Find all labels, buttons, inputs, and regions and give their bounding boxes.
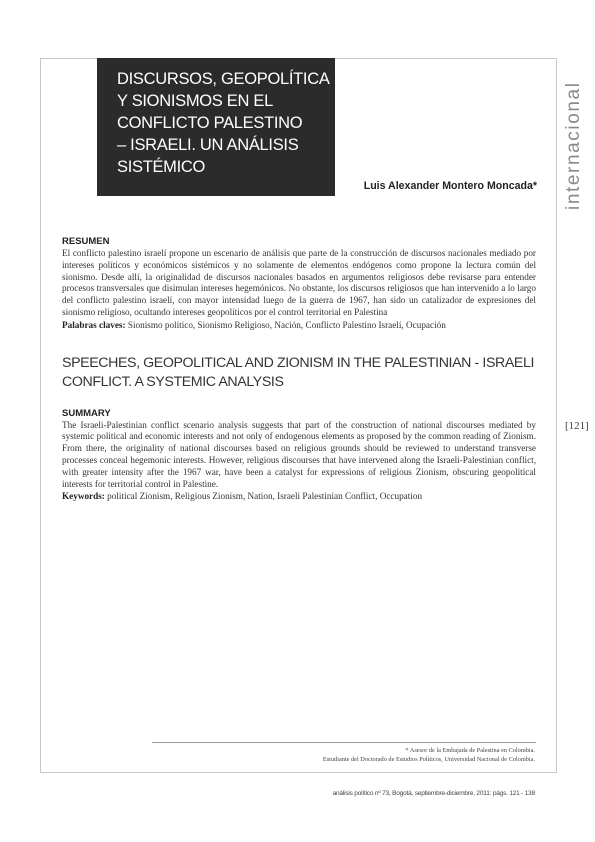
- article-title: [117, 68, 332, 178]
- resumen-text: El conflicto palestino israelí propone un escenario de análisis que parte de la construcción de discursos nacionales mediado por intereses políticos y económicos sistémicos y no solamente de elementos endógenos como propone la lectura común del sionismo. Desde allí, la originalidad de discursos nacionales basados en argumentos religiosos debe revisarse para entender procesos transversales que disimulan intereses hegemónicos. No obstante, los discursos religiosos que han intervenido a lo largo del conflicto palestino israelí, con mayor intensidad luego de la guerra de 1967, han sido un catalizador de expresiones del sionismo religioso, ocultando intereses geopolíticos por el control territorial en Palestina: [62, 248, 536, 317]
- resumen-keywords: [62, 320, 536, 332]
- english-title-line: SPEECHES, GEOPOLITICAL AND ZIONISM IN THE PALESTINIAN - ISRAELI: [62, 354, 535, 371]
- title-line: CONFLICTO PALESTINO: [117, 114, 303, 132]
- english-title-line: CONFLICT. A SYSTEMIC ANALYSIS: [62, 373, 284, 390]
- footnotes: [323, 746, 535, 764]
- frame-top-rule-left: [40, 58, 97, 59]
- keywords-label: Keywords:: [62, 491, 105, 502]
- summary-keywords: [62, 491, 536, 503]
- section-label: internacional: [563, 81, 584, 210]
- resumen-heading: RESUMEN: [62, 236, 110, 247]
- article-author: Luis Alexander Montero Moncada*: [363, 180, 537, 192]
- footnote: * Asesor de la Embajada de Palestina en Colombia.: [405, 747, 535, 754]
- footnote-divider: [152, 742, 536, 743]
- keywords-list: Sionismo político, Sionismo Religioso, Nación, Conflicto Palestino Israelí, Ocupación: [127, 319, 446, 330]
- summary-heading: SUMMARY: [62, 407, 111, 419]
- title-line: Y SIONISMOS EN EL: [117, 92, 273, 110]
- article-body: [62, 236, 536, 503]
- frame-top-rule-right: [335, 58, 557, 59]
- footnote: Estudiante del Doctorado de Estudios Políticos, Universidad Nacional de Colombia.: [322, 756, 535, 763]
- journal-citation: análisis político nº 73, Bogotá, septiembre-diciembre, 2011: págs. 121 - 138: [332, 790, 535, 797]
- title-line: DISCURSOS, GEOPOLÍTICA: [117, 70, 330, 88]
- keywords-label: Palabras claves:: [62, 319, 126, 330]
- keywords-list: political Zionism, Religious Zionism, Nation, Israeli Palestinian Conflict, Occupation: [107, 491, 423, 502]
- title-line: – ISRAELI. UN ANÁLISIS: [117, 136, 299, 154]
- title-line: SISTÉMICO: [117, 158, 206, 176]
- english-title: [62, 354, 536, 392]
- summary-text: The Israeli-Palestinian conflict scenario analysis suggests that part of the construction of national discourses mediated by systemic political and economic interests and not only of endogenous elements as proposed by the common reading of Zionism. From there, the originality of national discourses based on religious grounds should be reviewed to understand transverse processes conceal hegemonic interests. However, religious discourses that have intervened along the Israeli-Palestinian conflict, with greater intensity after the 1967 war, have been a catalyst for expressions of religious Zionism, obscuring geopolitical interests for territorial control in Palestine.: [62, 419, 536, 489]
- page-number: [121]: [565, 420, 589, 432]
